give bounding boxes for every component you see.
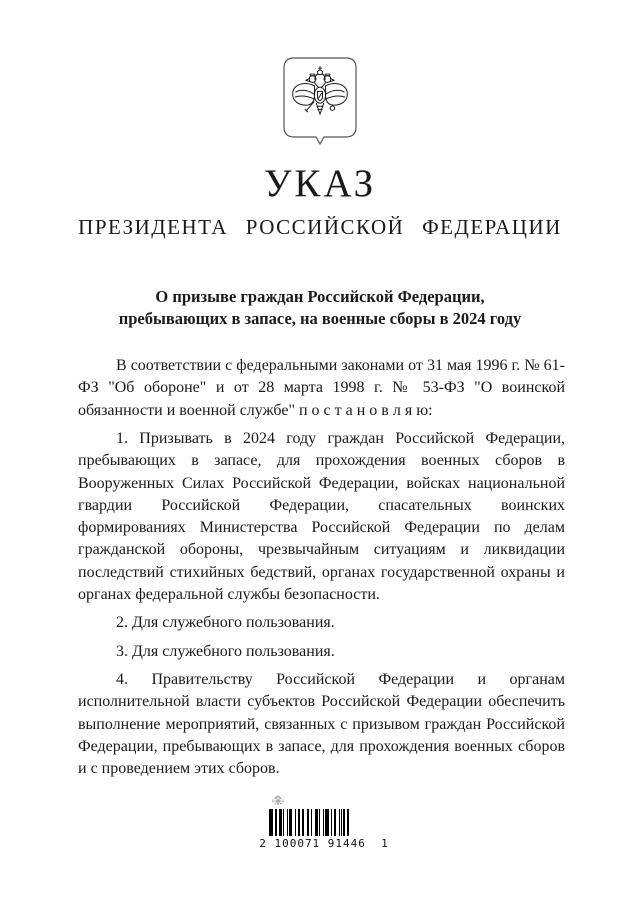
subject-title: [0, 286, 640, 330]
paragraph-preamble: В соответствии с федеральными законами от 31 мая 1996 г. № 61-ФЗ "Об обороне" и от 28 марта 1998 г. № 53-ФЗ "О воинской обязанности и военной службе" п о с т а н о в л я ю:: [78, 357, 565, 419]
issuer-line: ПРЕЗИДЕНТА РОССИЙСКОЙ ФЕДЕРАЦИИ: [78, 215, 562, 239]
paragraph-item-3: 3. Для служебного пользования.: [116, 642, 335, 660]
paragraph-item-2: 2. Для служебного пользования.: [116, 614, 335, 632]
barcode: [0, 795, 640, 850]
barcode-digits: 2 100071 91446 1: [259, 837, 389, 850]
coat-of-arms: [0, 0, 640, 150]
subject-line-1: О призыве граждан Российской Федерации,: [155, 287, 485, 307]
paragraph-item-1: 1. Призывать в 2024 году граждан Российской Федерации, пребывающих в запасе, для прохождения военных сборов в Вооруженных Силах Российской Федерации, войсках национальной гвардии Российской Федерации, спасательных воинских формированиях Министерства Российской Федерации по делам гражданской обороны, чрезвычайным ситуациям и ликвидации последствий стихийных бедствий, органах государственной охраны и органах федеральной службы безопасности.: [78, 429, 565, 604]
subject-line-2: пребывающих в запасе, на военные сборы в 2024 году: [118, 309, 522, 329]
barcode-bars: [269, 809, 349, 836]
barcode-inner: [259, 795, 389, 850]
paragraph-item-4: 4. Правительству Российской Федерации и органам исполнительной власти субъектов Российской Федерации обеспечить выполнение мероприятий, связанных с призывом граждан Российской Федерации, пребывающих в запасе, для прохождения военных сборов и с проведением этих сборов.: [78, 670, 565, 778]
document-type-title: УКАЗ: [263, 162, 377, 205]
eagle-mark-icon: [267, 795, 289, 808]
decree-body: [78, 355, 565, 780]
double-headed-eagle-icon: [283, 57, 357, 150]
